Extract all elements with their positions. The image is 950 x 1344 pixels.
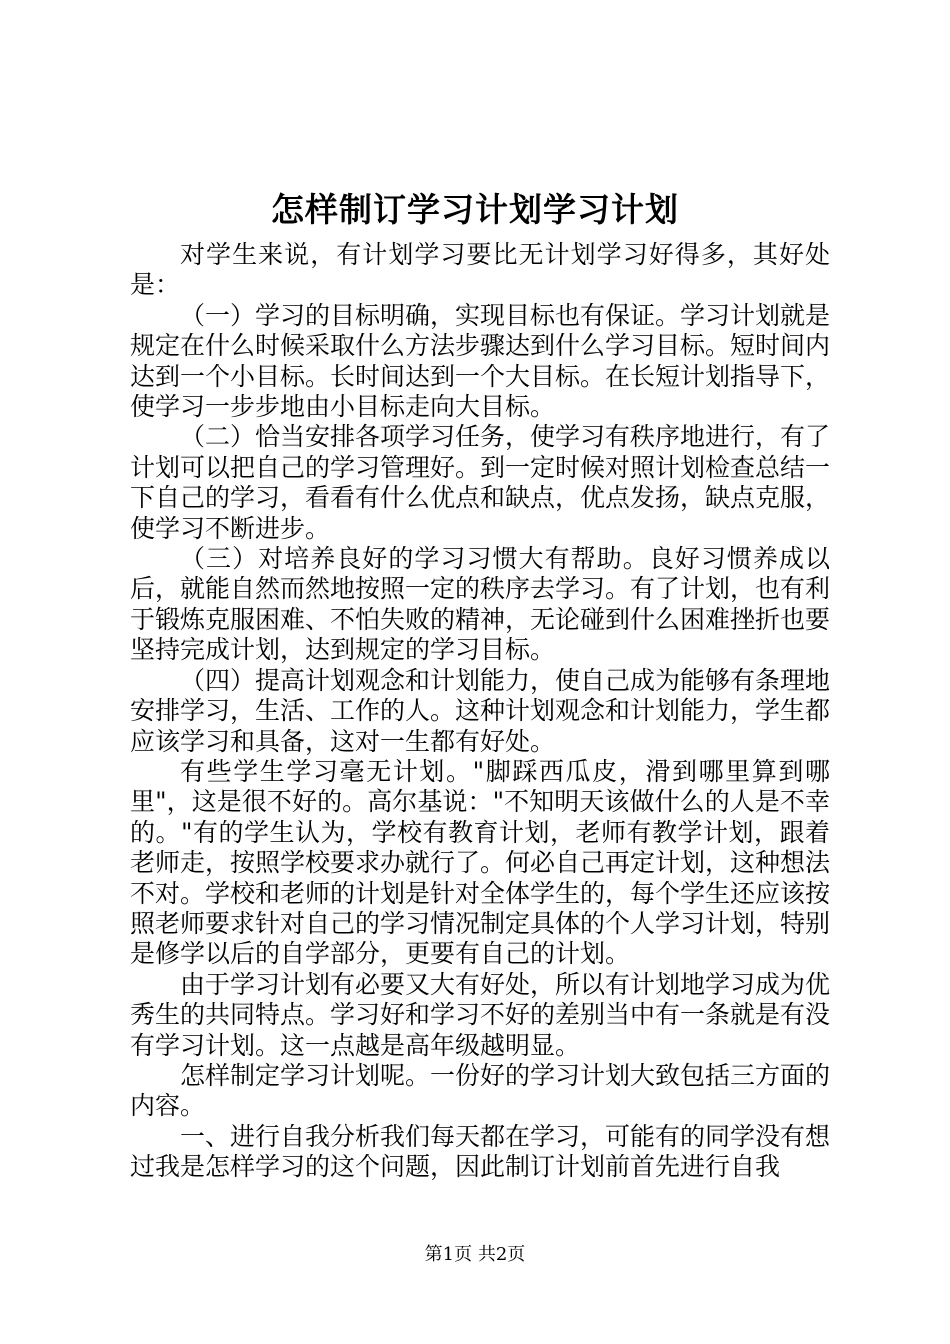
document-title: 怎样制订学习计划学习计划 (271, 190, 679, 229)
paragraph-how-to: 怎样制定学习计划呢。一份好的学习计划大致包括三方面的内容。 (130, 1060, 831, 1121)
paragraph-point-3: （三）对培养良好的学习习惯大有帮助。良好习惯养成以后，就能自然而然地按照一定的秩序去学习。有了计划，也有利于锻炼克服困难、不怕失败的精神，无论碰到什么困难挫折也要坚持完成计划，达到规定的学习目标。 (130, 544, 831, 665)
paragraph-point-2: （二）恰当安排各项学习任务，使学习有秩序地进行，有了计划可以把自己的学习管理好。到一定时候对照计划检查总结一下自己的学习，看看有什么优点和缺点，优点发扬，缺点克服，使学习不断进步。 (130, 422, 831, 543)
paragraph-benefit: 由于学习计划有必要又大有好处，所以有计划地学习成为优秀生的共同特点。学习好和学习不好的差别当中有一条就是有没有学习计划。这一点越是高年级越明显。 (130, 969, 831, 1060)
paragraph-point-1: （一）学习的目标明确，实现目标也有保证。学习计划就是规定在什么时候采取什么方法步骤达到什么学习目标。短时间内达到一个小目标。长时间达到一个大目标。在长短计划指导下，使学习一步步地由小目标走向大目标。 (130, 300, 831, 422)
page-footer: 第1页 共2页 (424, 1244, 526, 1265)
paragraph-intro: 对学生来说，有计划学习要比无计划学习好得多，其好处是： (130, 240, 830, 300)
paragraph-point-4: （四）提高计划观念和计划能力，使自己成为能够有条理地安排学习，生活、工作的人。这种计划观念和计划能力，学生都应该学习和具备，这对一生都有好处。 (130, 665, 831, 756)
paragraph-no-plan: 有些学生学习毫无计划。"脚踩西瓜皮，滑到哪里算到哪里"，这是很不好的。高尔基说："不知明天该做什么的人是不幸的。"有的学生认为，学校有教育计划，老师有教学计划，跟着老师走，按照学校要求办就行了。何必自己再定计划，这种想法不对。学校和老师的计划是针对全体学生的，每个学生还应该按照老师要求针对自己的学习情况制定具体的个人学习计划，特别是修学以后的自学部分，更要有自己的计划。 (130, 756, 831, 969)
document-body (130, 240, 830, 1183)
paragraph-self-analysis: 一、进行自我分析我们每天都在学习，可能有的同学没有想过我是怎样学习的这个问题，因此制订计划前首先进行自我 (130, 1121, 831, 1182)
